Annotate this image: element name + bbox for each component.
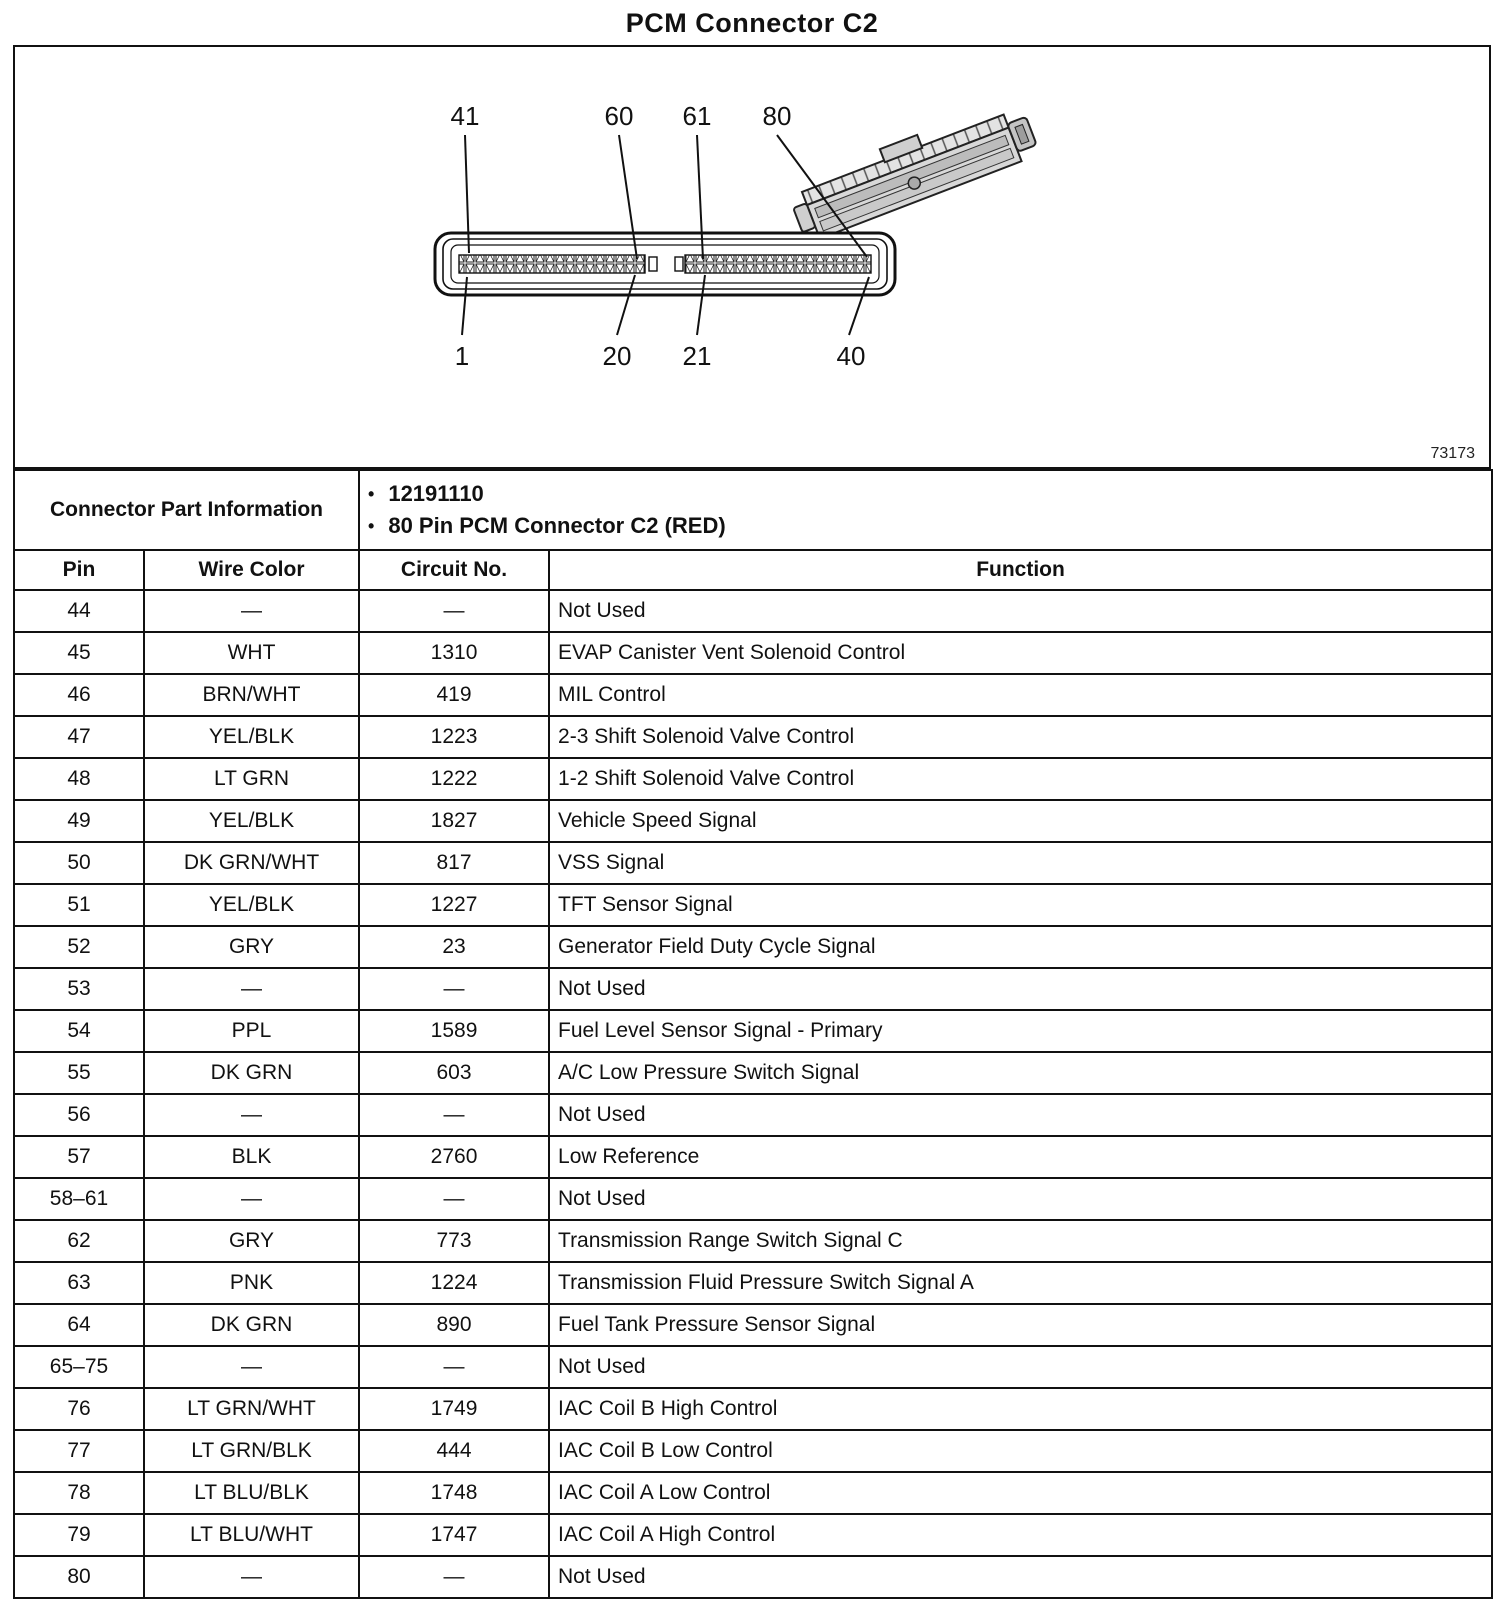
pin-cell: 49 bbox=[14, 800, 144, 842]
column-header-pin: Pin bbox=[14, 550, 144, 590]
pin-label-21: 21 bbox=[682, 341, 712, 371]
part-info-bullets bbox=[359, 470, 1492, 550]
table-row bbox=[14, 674, 1492, 716]
pin-cell: 55 bbox=[14, 1052, 144, 1094]
pin-cell: 48 bbox=[14, 758, 144, 800]
table-row bbox=[14, 1052, 1492, 1094]
function-cell: Low Reference bbox=[549, 1136, 1492, 1178]
column-header-wire-color: Wire Color bbox=[144, 550, 359, 590]
bullet-icon: • bbox=[368, 483, 375, 504]
pin-cell: 53 bbox=[14, 968, 144, 1010]
table-row bbox=[14, 1262, 1492, 1304]
column-header-row bbox=[14, 550, 1492, 590]
circuit-no-cell: 1222 bbox=[359, 758, 549, 800]
circuit-no-cell: 773 bbox=[359, 1220, 549, 1262]
pin-cell: 65–75 bbox=[14, 1346, 144, 1388]
function-cell: A/C Low Pressure Switch Signal bbox=[549, 1052, 1492, 1094]
table-row bbox=[14, 1136, 1492, 1178]
table-row bbox=[14, 1220, 1492, 1262]
wire-color-cell: — bbox=[144, 590, 359, 632]
pin-strip-left bbox=[459, 255, 645, 273]
pin-label-1: 1 bbox=[454, 341, 470, 371]
table-row bbox=[14, 1556, 1492, 1598]
circuit-no-cell: 444 bbox=[359, 1430, 549, 1472]
circuit-no-cell: 1748 bbox=[359, 1472, 549, 1514]
function-cell: EVAP Canister Vent Solenoid Control bbox=[549, 632, 1492, 674]
part-info-header: Connector Part Information bbox=[14, 470, 359, 550]
function-cell: 1-2 Shift Solenoid Valve Control bbox=[549, 758, 1492, 800]
circuit-no-cell: 1827 bbox=[359, 800, 549, 842]
pin-cell: 63 bbox=[14, 1262, 144, 1304]
pin-label-20: 20 bbox=[602, 341, 632, 371]
pin-cell: 78 bbox=[14, 1472, 144, 1514]
table-row bbox=[14, 1430, 1492, 1472]
pin-cell: 44 bbox=[14, 590, 144, 632]
pin-cell: 57 bbox=[14, 1136, 144, 1178]
pin-label-41: 41 bbox=[450, 101, 480, 131]
circuit-no-cell: 817 bbox=[359, 842, 549, 884]
table-row bbox=[14, 884, 1492, 926]
function-cell: IAC Coil B High Control bbox=[549, 1388, 1492, 1430]
function-cell: Transmission Fluid Pressure Switch Signal A bbox=[549, 1262, 1492, 1304]
connector-description-line bbox=[368, 510, 1483, 542]
table-row bbox=[14, 758, 1492, 800]
circuit-no-cell: 23 bbox=[359, 926, 549, 968]
wire-color-cell: — bbox=[144, 1178, 359, 1220]
wire-color-cell: YEL/BLK bbox=[144, 884, 359, 926]
pin-cell: 56 bbox=[14, 1094, 144, 1136]
circuit-no-cell: 603 bbox=[359, 1052, 549, 1094]
circuit-no-cell: — bbox=[359, 1178, 549, 1220]
table-row bbox=[14, 1094, 1492, 1136]
column-header-function: Function bbox=[549, 550, 1492, 590]
wire-color-cell: DK GRN/WHT bbox=[144, 842, 359, 884]
table-row bbox=[14, 1178, 1492, 1220]
function-cell: Generator Field Duty Cycle Signal bbox=[549, 926, 1492, 968]
table-row bbox=[14, 1388, 1492, 1430]
circuit-no-cell: 1223 bbox=[359, 716, 549, 758]
circuit-no-cell: 1747 bbox=[359, 1514, 549, 1556]
pin-cell: 64 bbox=[14, 1304, 144, 1346]
circuit-no-cell: 2760 bbox=[359, 1136, 549, 1178]
function-cell: Not Used bbox=[549, 1094, 1492, 1136]
part-number: 12191110 bbox=[388, 481, 484, 506]
table-row bbox=[14, 1514, 1492, 1556]
wire-color-cell: — bbox=[144, 968, 359, 1010]
wire-color-cell: GRY bbox=[144, 1220, 359, 1262]
circuit-no-cell: 1749 bbox=[359, 1388, 549, 1430]
wire-color-cell: GRY bbox=[144, 926, 359, 968]
table-row bbox=[14, 842, 1492, 884]
pin-cell: 77 bbox=[14, 1430, 144, 1472]
pin-cell: 76 bbox=[14, 1388, 144, 1430]
pin-cell: 47 bbox=[14, 716, 144, 758]
function-cell: Fuel Tank Pressure Sensor Signal bbox=[549, 1304, 1492, 1346]
pin-cell: 62 bbox=[14, 1220, 144, 1262]
circuit-no-cell: — bbox=[359, 1346, 549, 1388]
wire-color-cell: LT BLU/WHT bbox=[144, 1514, 359, 1556]
circuit-no-cell: 890 bbox=[359, 1304, 549, 1346]
function-cell: Transmission Range Switch Signal C bbox=[549, 1220, 1492, 1262]
pinout-table bbox=[13, 469, 1493, 1599]
function-cell: Not Used bbox=[549, 1346, 1492, 1388]
pin-cell: 45 bbox=[14, 632, 144, 674]
function-cell: IAC Coil A High Control bbox=[549, 1514, 1492, 1556]
circuit-no-cell: 1589 bbox=[359, 1010, 549, 1052]
table-row bbox=[14, 1346, 1492, 1388]
wire-color-cell: YEL/BLK bbox=[144, 716, 359, 758]
table-row bbox=[14, 926, 1492, 968]
function-cell: IAC Coil B Low Control bbox=[549, 1430, 1492, 1472]
function-cell: Not Used bbox=[549, 968, 1492, 1010]
wire-color-cell: DK GRN bbox=[144, 1052, 359, 1094]
wire-color-cell: BRN/WHT bbox=[144, 674, 359, 716]
pin-cell: 79 bbox=[14, 1514, 144, 1556]
figure-number: 73173 bbox=[1430, 445, 1475, 462]
connector-front-view bbox=[435, 233, 895, 295]
column-header-circuit-no: Circuit No. bbox=[359, 550, 549, 590]
wire-color-cell: WHT bbox=[144, 632, 359, 674]
circuit-no-cell: — bbox=[359, 968, 549, 1010]
function-cell: IAC Coil A Low Control bbox=[549, 1472, 1492, 1514]
wire-color-cell: LT GRN/BLK bbox=[144, 1430, 359, 1472]
pin-cell: 58–61 bbox=[14, 1178, 144, 1220]
function-cell: 2-3 Shift Solenoid Valve Control bbox=[549, 716, 1492, 758]
circuit-no-cell: 419 bbox=[359, 674, 549, 716]
connector-diagram bbox=[15, 47, 1493, 467]
table-row bbox=[14, 716, 1492, 758]
wire-color-cell: DK GRN bbox=[144, 1304, 359, 1346]
table-row bbox=[14, 632, 1492, 674]
circuit-no-cell: — bbox=[359, 1556, 549, 1598]
connector-diagram-box bbox=[13, 45, 1491, 469]
bullet-icon: • bbox=[368, 515, 375, 536]
function-cell: Fuel Level Sensor Signal - Primary bbox=[549, 1010, 1492, 1052]
circuit-no-cell: 1227 bbox=[359, 884, 549, 926]
circuit-no-cell: 1224 bbox=[359, 1262, 549, 1304]
wire-color-cell: — bbox=[144, 1346, 359, 1388]
pin-cell: 51 bbox=[14, 884, 144, 926]
pin-cell: 46 bbox=[14, 674, 144, 716]
page-title: PCM Connector C2 bbox=[625, 8, 879, 38]
circuit-no-cell: — bbox=[359, 1094, 549, 1136]
pin-label-60: 60 bbox=[604, 101, 634, 131]
pin-cell: 80 bbox=[14, 1556, 144, 1598]
wire-color-cell: BLK bbox=[144, 1136, 359, 1178]
part-info-row bbox=[14, 470, 1492, 550]
circuit-no-cell: 1310 bbox=[359, 632, 549, 674]
function-cell: TFT Sensor Signal bbox=[549, 884, 1492, 926]
pin-label-61: 61 bbox=[682, 101, 712, 131]
wire-color-cell: — bbox=[144, 1094, 359, 1136]
wire-color-cell: LT GRN/WHT bbox=[144, 1388, 359, 1430]
table-row bbox=[14, 968, 1492, 1010]
circuit-no-cell: — bbox=[359, 590, 549, 632]
function-cell: Vehicle Speed Signal bbox=[549, 800, 1492, 842]
pin-cell: 52 bbox=[14, 926, 144, 968]
wire-color-cell: LT GRN bbox=[144, 758, 359, 800]
table-row bbox=[14, 800, 1492, 842]
function-cell: Not Used bbox=[549, 1178, 1492, 1220]
pin-label-40: 40 bbox=[836, 341, 866, 371]
connector-description: 80 Pin PCM Connector C2 (RED) bbox=[388, 512, 726, 538]
wire-color-cell: PNK bbox=[144, 1262, 359, 1304]
function-cell: MIL Control bbox=[549, 674, 1492, 716]
wire-color-cell: YEL/BLK bbox=[144, 800, 359, 842]
wire-color-cell: PPL bbox=[144, 1010, 359, 1052]
pin-strip-right bbox=[685, 255, 871, 273]
table-row bbox=[14, 1304, 1492, 1346]
table-row bbox=[14, 1010, 1492, 1052]
function-cell: Not Used bbox=[549, 590, 1492, 632]
connector-3d-view bbox=[785, 96, 1041, 243]
pin-cell: 54 bbox=[14, 1010, 144, 1052]
pin-label-80: 80 bbox=[762, 101, 792, 131]
function-cell: VSS Signal bbox=[549, 842, 1492, 884]
pin-cell: 50 bbox=[14, 842, 144, 884]
table-row bbox=[14, 590, 1492, 632]
table-row bbox=[14, 1472, 1492, 1514]
wire-color-cell: LT BLU/BLK bbox=[144, 1472, 359, 1514]
part-number-line bbox=[368, 478, 1483, 510]
wire-color-cell: — bbox=[144, 1556, 359, 1598]
function-cell: Not Used bbox=[549, 1556, 1492, 1598]
pin-table-body bbox=[14, 590, 1492, 1598]
